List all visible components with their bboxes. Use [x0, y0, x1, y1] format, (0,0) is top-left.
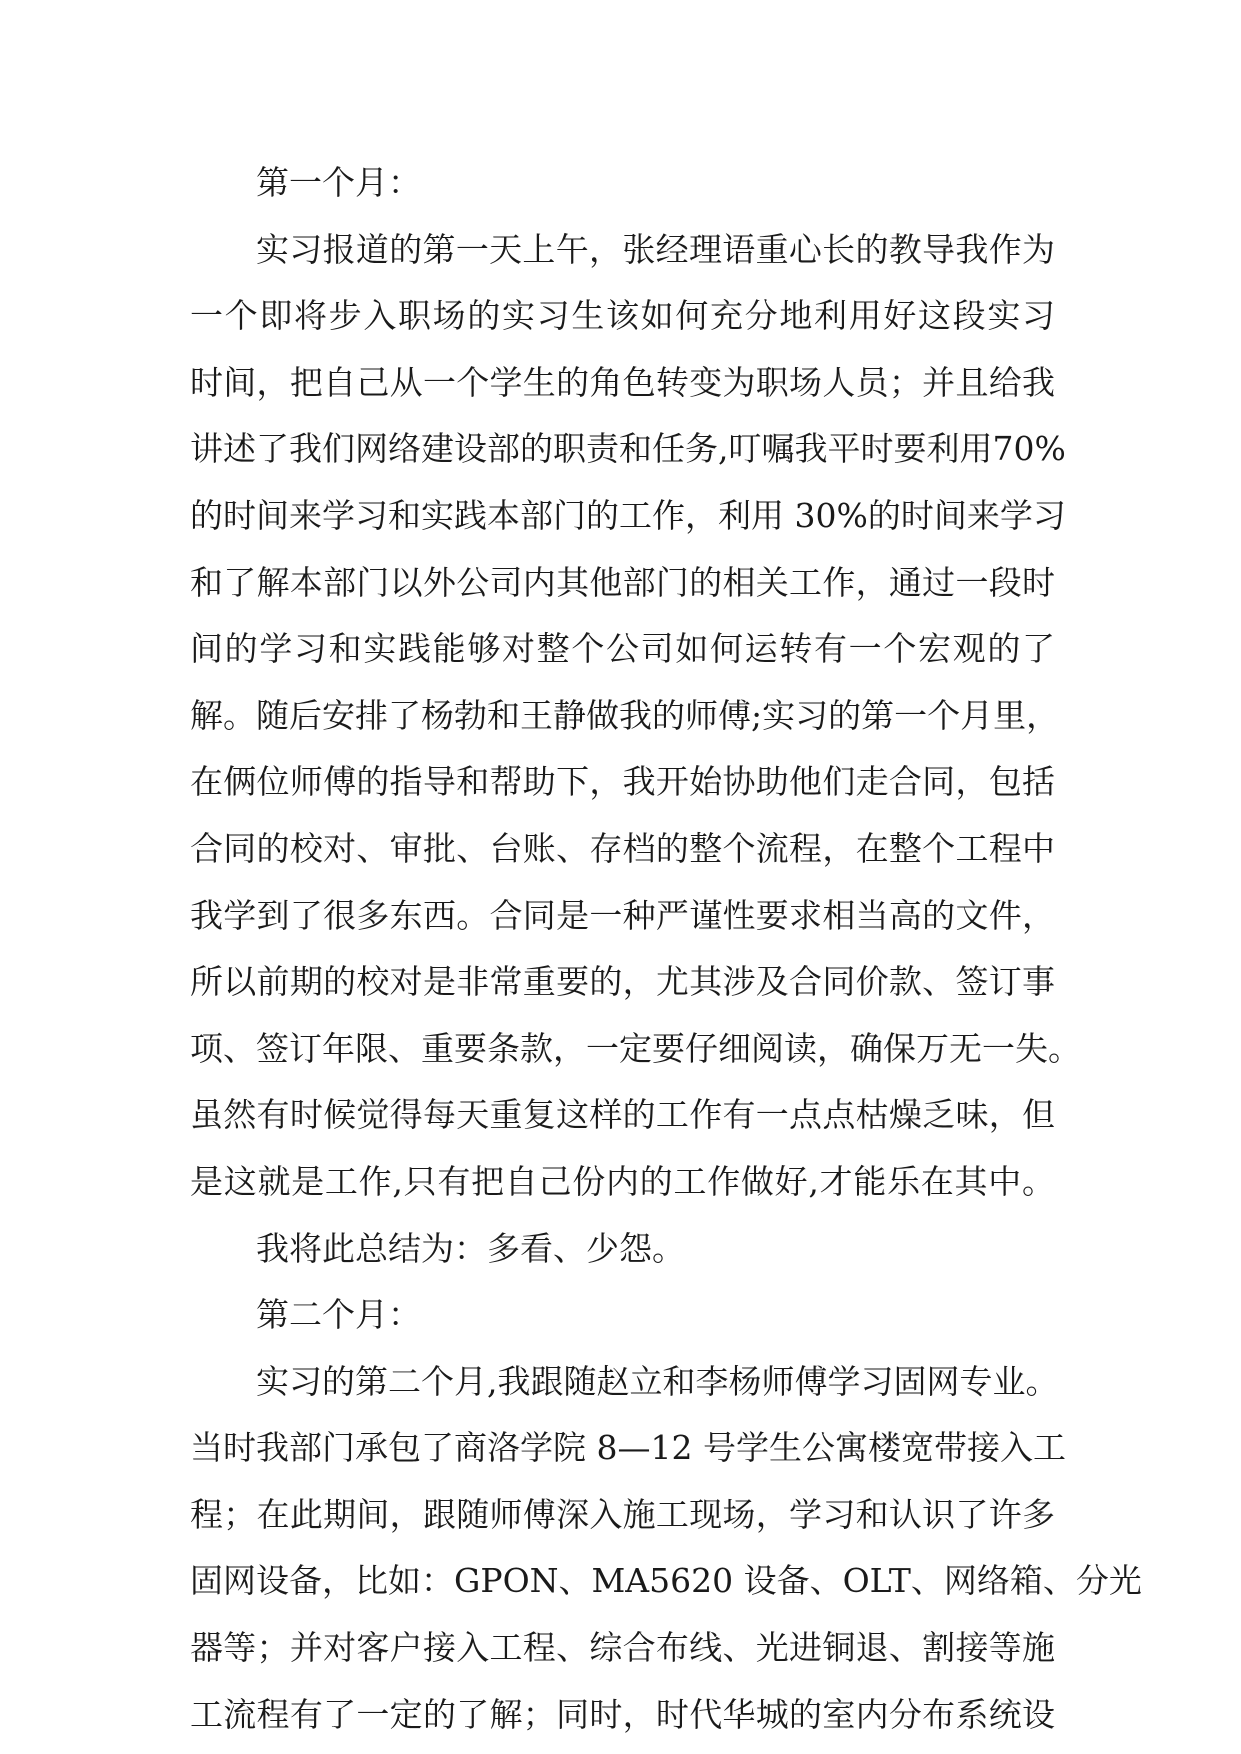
- text-line: 实习报道的第一天上午，张经理语重心长的教导我作为: [256, 229, 1055, 269]
- text-line: 第二个月：: [256, 1295, 421, 1335]
- text-line: 项、签订年限、重要条款，一定要仔细阅读，确保万无一失。: [190, 1028, 1081, 1068]
- text-line: 实习的第二个月,我跟随赵立和李杨师傅学习固网专业。: [256, 1361, 1059, 1401]
- body-text: [190, 150, 1142, 1748]
- text-line: 器等；并对客户接入工程、综合布线、光进铜退、割接等施: [190, 1628, 1055, 1668]
- text-line: 间的学习和实践能够对整个公司如何运转有一个宏观的了: [190, 629, 1055, 669]
- text-line: 合同的校对、审批、台账、存档的整个流程，在整个工程中: [190, 828, 1055, 868]
- text-line: 当时我部门承包了商洛学院 8—12 号学生公寓楼宽带接入工: [190, 1428, 1066, 1468]
- text-line: 和了解本部门以外公司内其他部门的相关工作，通过一段时: [190, 562, 1055, 602]
- text-line: 工流程有了一定的了解；同时，时代华城的室内分布系统设: [190, 1694, 1055, 1734]
- text-line: 在俩位师傅的指导和帮助下，我开始协助他们走合同，包括: [190, 762, 1055, 802]
- text-line: 程；在此期间，跟随师傅深入施工现场，学习和认识了许多: [190, 1494, 1055, 1534]
- text-line: 是这就是工作,只有把自己份内的工作做好,才能乐在其中。: [190, 1161, 1055, 1201]
- text-line: 固网设备，比如：GPON、MA5620 设备、OLT、网络箱、分光: [190, 1561, 1142, 1601]
- text-line: 虽然有时候觉得每天重复这样的工作有一点点枯燥乏味，但: [190, 1095, 1055, 1135]
- text-line: 我学到了很多东西。合同是一种严谨性要求相当高的文件，: [190, 895, 1055, 935]
- text-line: 时间，把自己从一个学生的角色转变为职场人员；并且给我: [190, 362, 1055, 402]
- text-line: 第一个月：: [256, 163, 421, 202]
- text-line: 解。随后安排了杨勃和王静做我的师傅;实习的第一个月里，: [190, 695, 1060, 735]
- text-line: 我将此总结为：多看、少怨。: [256, 1228, 685, 1268]
- text-line: 讲述了我们网络建设部的职责和任务,叮嘱我平时要利用70%: [190, 429, 1066, 469]
- text-line: 的时间来学习和实践本部门的工作，利用 30%的时间来学习: [190, 495, 1066, 535]
- text-line: 一个即将步入职场的实习生该如何充分地利用好这段实习: [190, 296, 1055, 336]
- text-line: 所以前期的校对是非常重要的，尤其涉及合同价款、签订事: [190, 962, 1055, 1002]
